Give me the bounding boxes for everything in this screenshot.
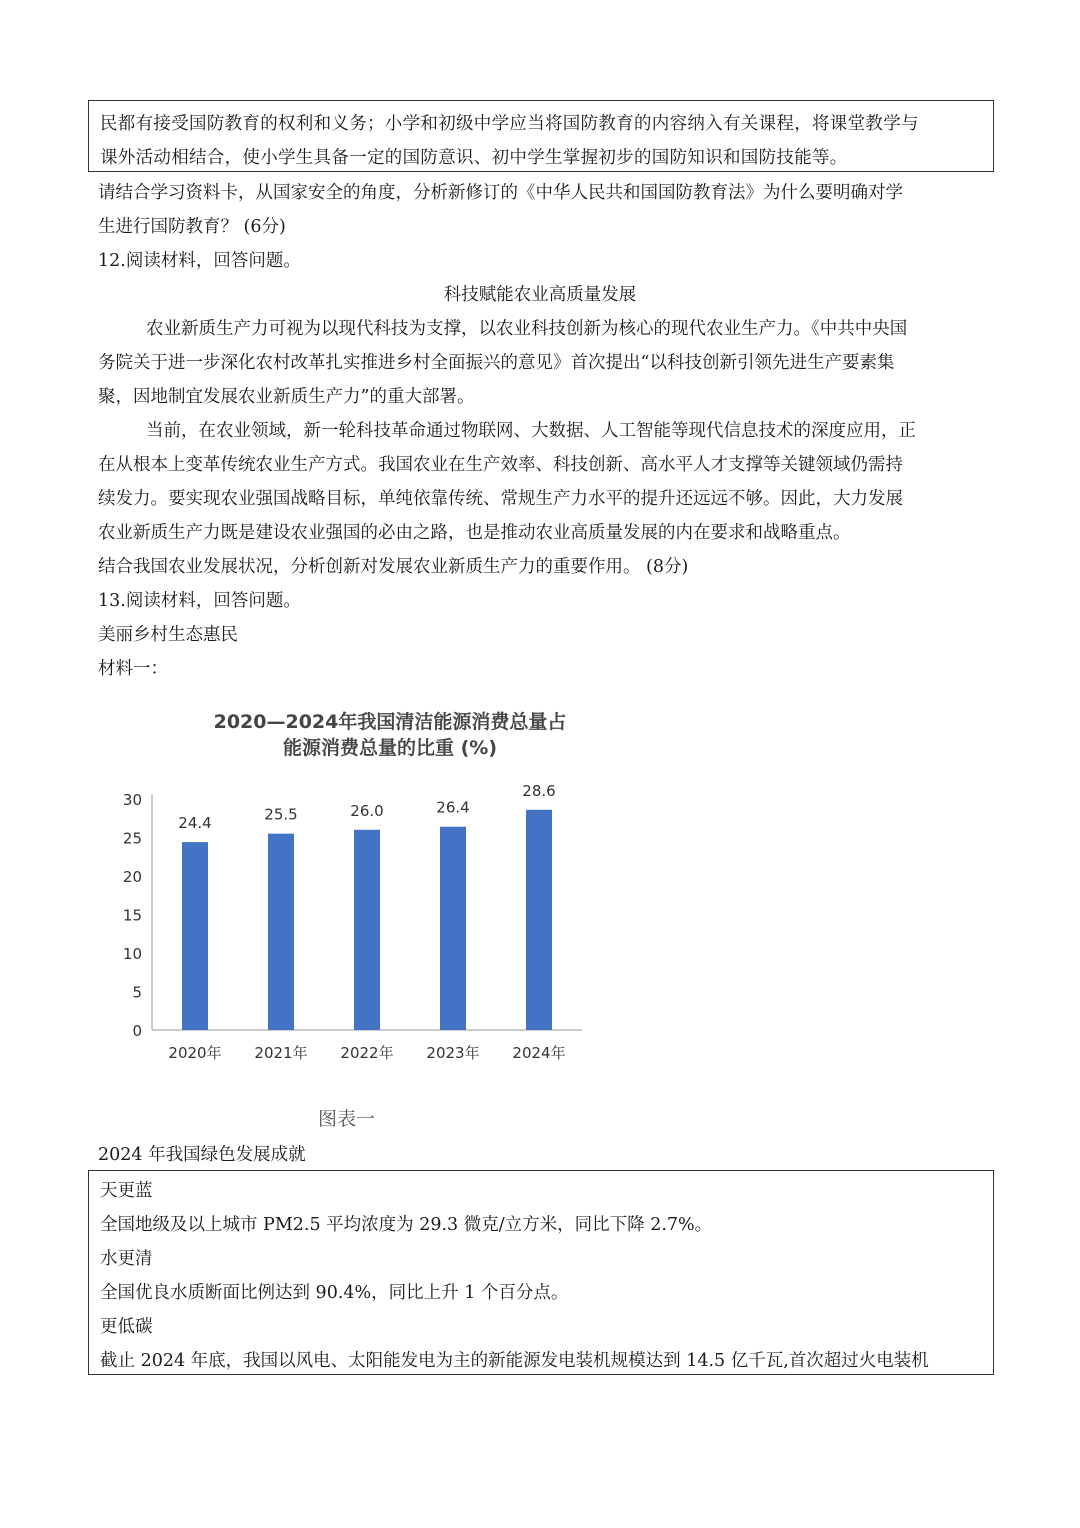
- achievement-text: 全国优良水质断面比例达到 90.4%，同比上升 1 个百分点。: [100, 1283, 569, 1303]
- y-tick-label: 15: [122, 906, 142, 925]
- achievement-text: 截止 2024 年底，我国以风电、太阳能发电为主的新能源发电装机规模达到 14.5 亿千瓦,首次超过火电装机: [100, 1351, 929, 1371]
- paragraph-line: 务院关于进一步深化农村改革扎实推进乡村全面振兴的意见》首次提出“以科技创新引领先进生产要素集: [98, 353, 895, 373]
- achievements-box: [88, 1170, 994, 1375]
- achievement-label: 天更蓝: [100, 1181, 153, 1201]
- question-heading: 12.阅读材料，回答问题。: [98, 251, 301, 271]
- achievement-label: 更低碳: [100, 1317, 153, 1337]
- bar: [440, 827, 466, 1030]
- bar: [268, 834, 294, 1030]
- material-title: 科技赋能农业高质量发展: [443, 285, 637, 305]
- bar: [526, 810, 552, 1030]
- x-tick-label: 2023年: [426, 1044, 480, 1062]
- paragraph-line: 在从根本上变革传统农业生产方式。我国农业在生产效率、科技创新、高水平人才支撑等关键领域仍需持: [98, 455, 903, 475]
- x-tick-label: 2020年: [168, 1044, 222, 1062]
- y-tick-label: 10: [122, 945, 142, 963]
- chart-title-line1: 2020—2024年我国清洁能源消费总量占: [213, 711, 567, 733]
- data-label: 25.5: [264, 805, 298, 824]
- material-label: 材料一：: [98, 659, 168, 679]
- achievement-label: 水更清: [100, 1249, 153, 1269]
- bar-chart: [112, 700, 602, 1075]
- material-box-line: 课外活动相结合，使小学生具备一定的国防意识、初中学生掌握初步的国防知识和国防技能等。: [100, 148, 848, 168]
- data-label: 26.4: [436, 798, 470, 817]
- x-tick-label: 2022年: [340, 1044, 394, 1062]
- question-text: 结合我国农业发展状况，分析创新对发展农业新质生产力的重要作用。 (8分): [98, 557, 689, 577]
- x-tick-label: 2024年: [512, 1044, 566, 1062]
- bar: [182, 842, 208, 1030]
- bar: [354, 830, 380, 1030]
- y-tick-label: 25: [122, 829, 142, 848]
- data-label: 26.0: [350, 801, 384, 820]
- y-tick-label: 20: [122, 868, 142, 886]
- paragraph-line: 当前，在农业领域，新一轮科技革命通过物联网、大数据、人工智能等现代信息技术的深度应用，正: [146, 421, 916, 441]
- section-heading: 2024 年我国绿色发展成就: [98, 1145, 306, 1165]
- y-tick-label: 30: [122, 791, 142, 809]
- achievement-text: 全国地级及以上城市 PM2.5 平均浓度为 29.3 微克/立方米，同比下降 2.7%。: [100, 1215, 713, 1235]
- paragraph-line: 农业新质生产力可视为以现代科技为支撑，以农业科技创新为核心的现代农业生产力。《中共中央国: [146, 319, 908, 339]
- paragraph-line: 聚，因地制宜发展农业新质生产力”的重大部署。: [98, 387, 475, 407]
- question-text: 请结合学习资料卡，从国家安全的角度，分析新修订的《中华人民共和国国防教育法》为什么要明确对学: [98, 183, 903, 203]
- chart-title-line2: 能源消费总量的比重 (%): [282, 737, 498, 759]
- question-text: 生进行国防教育？ (6分): [98, 217, 286, 237]
- y-tick-label: 5: [132, 983, 142, 1002]
- paragraph-line: 续发力。要实现农业强国战略目标，单纯依靠传统、常规生产力水平的提升还远远不够。因此，大力发展: [98, 489, 903, 509]
- material-box-line: 民都有接受国防教育的权利和义务；小学和初级中学应当将国防教育的内容纳入有关课程，将课堂教学与: [100, 114, 919, 134]
- paragraph-line: 农业新质生产力既是建设农业强国的必由之路，也是推动农业高质量发展的内在要求和战略重点。: [98, 523, 851, 543]
- question-heading: 13.阅读材料，回答问题。: [98, 591, 301, 611]
- data-label: 28.6: [522, 781, 556, 800]
- data-label: 24.4: [178, 814, 212, 833]
- x-tick-label: 2021年: [254, 1044, 308, 1062]
- y-tick-label: 0: [132, 1022, 142, 1040]
- material-subtitle: 美丽乡村生态惠民: [98, 625, 238, 645]
- chart-caption: 图表一: [318, 1108, 376, 1130]
